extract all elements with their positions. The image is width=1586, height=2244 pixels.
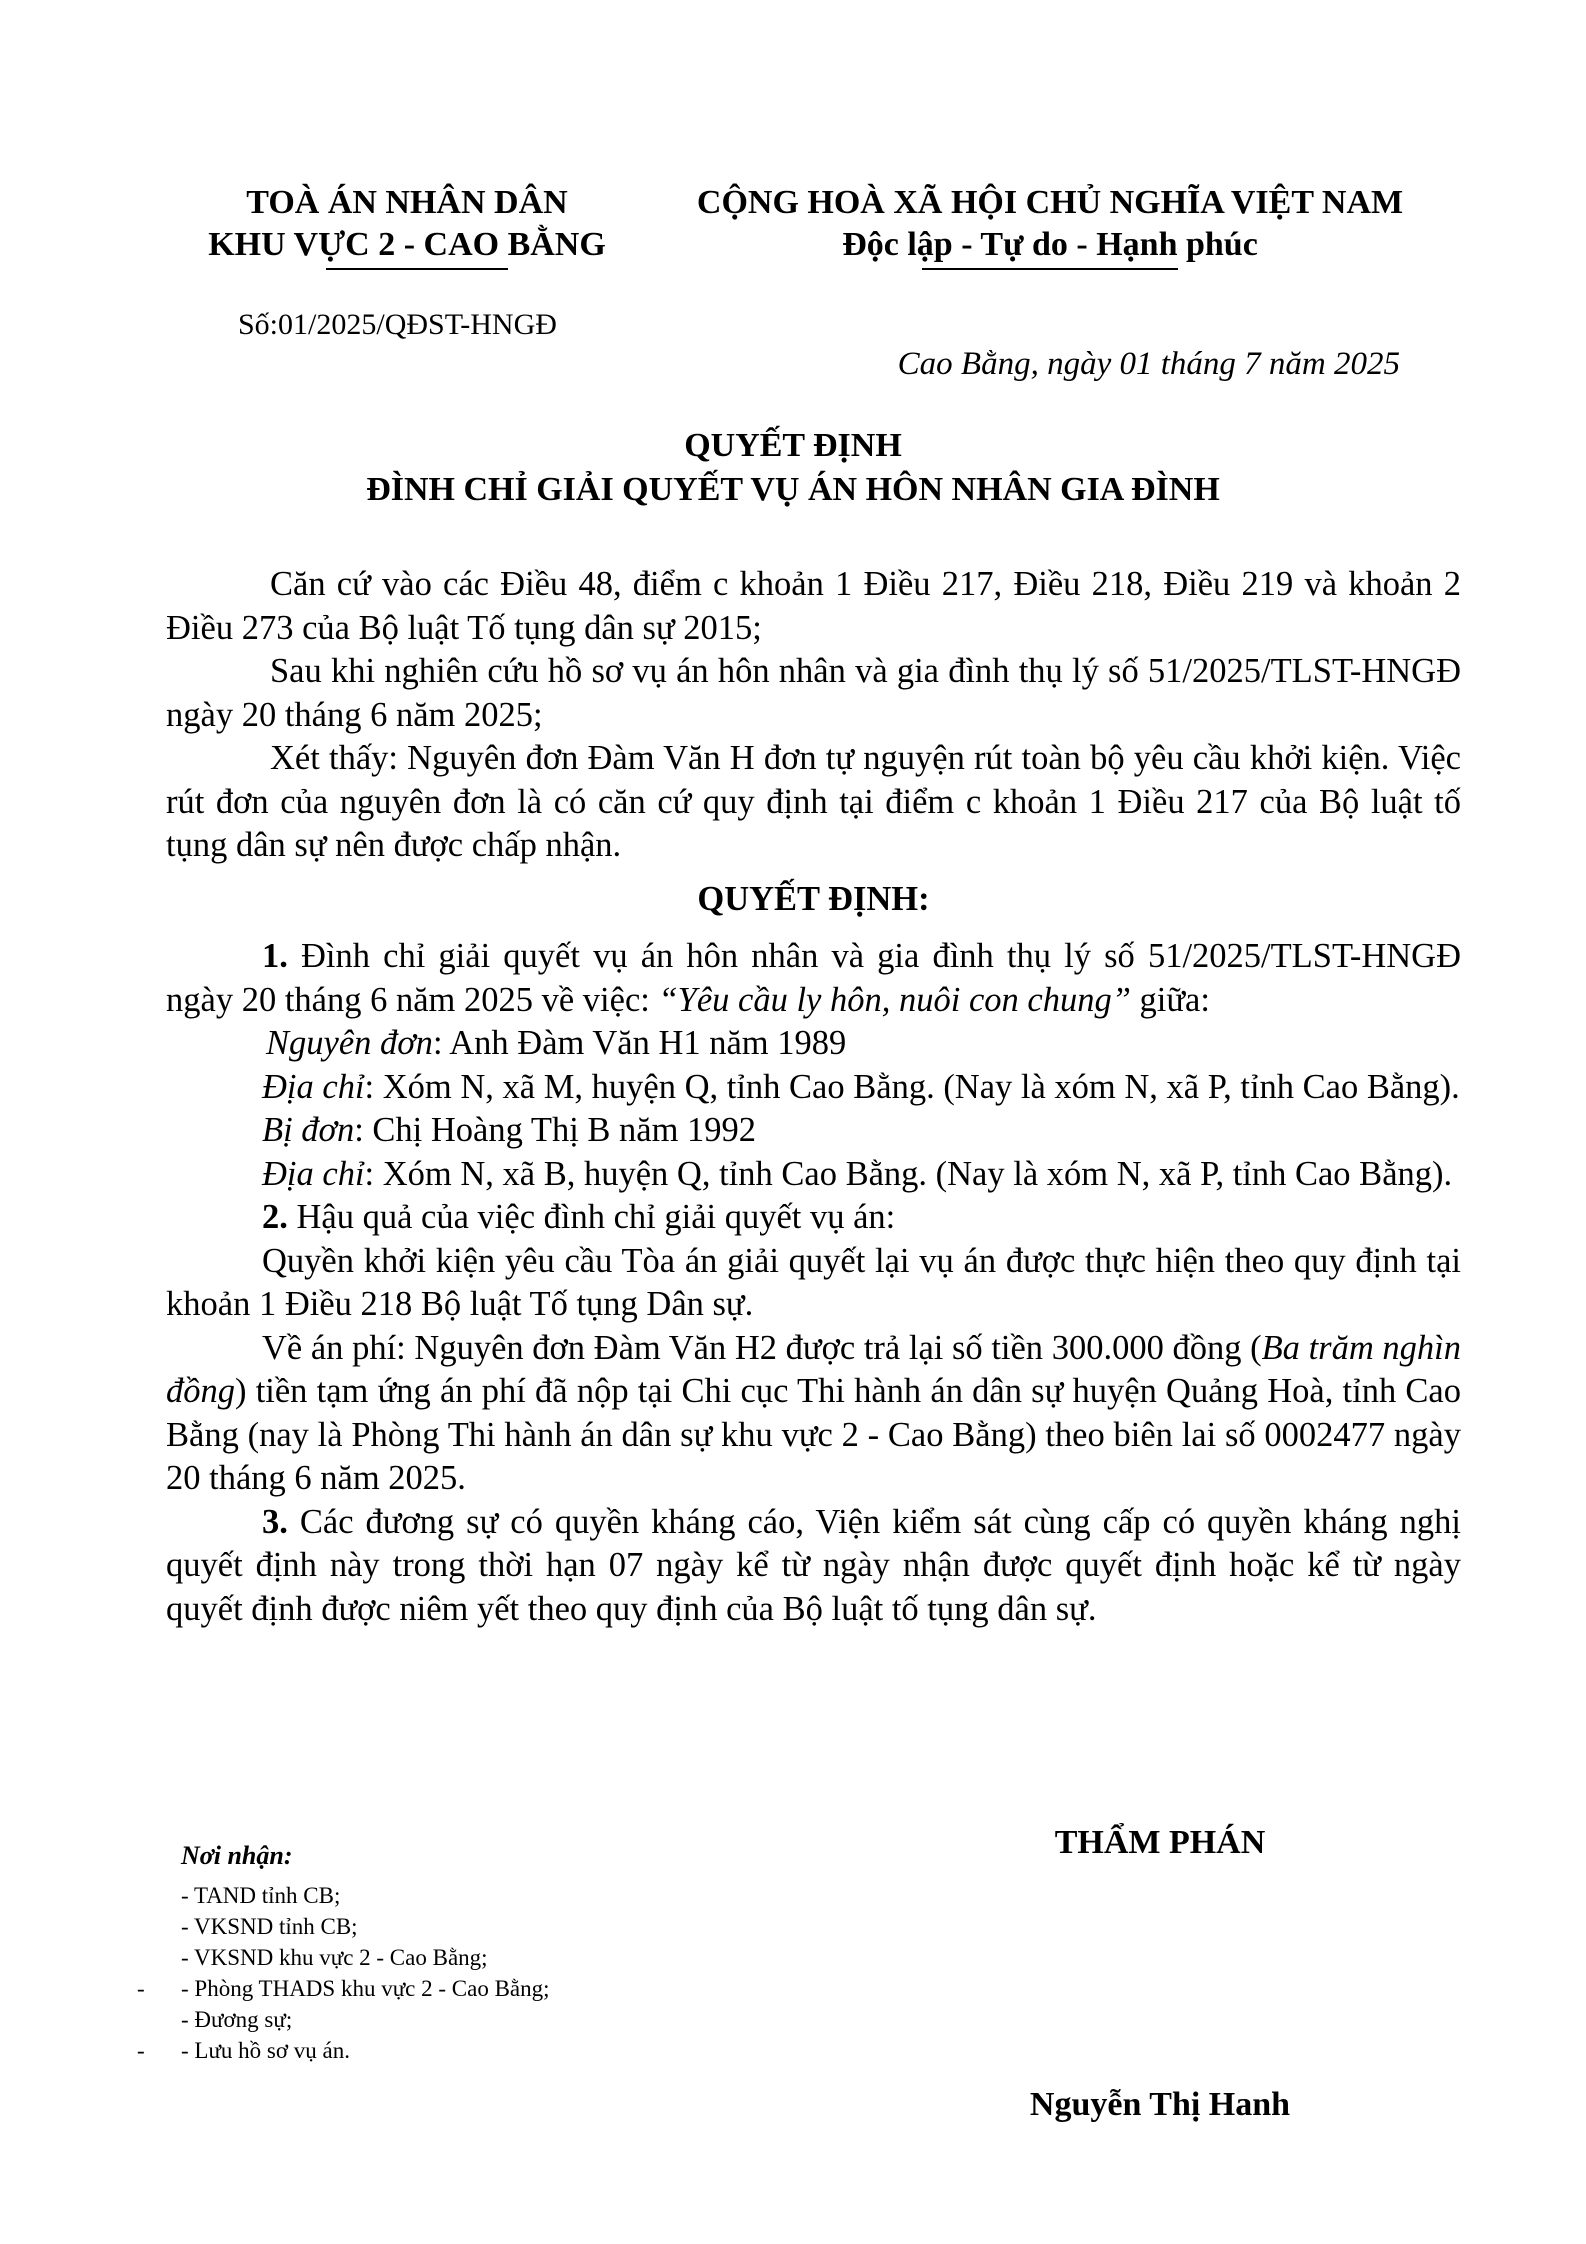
recipient-text: - Phòng THADS khu vực 2 - Cao Bằng; xyxy=(181,1976,550,2001)
nation-motto-line2: Độc lập - Tự do - Hạnh phúc xyxy=(842,226,1258,263)
case-study-paragraph: Sau khi nghiên cứu hồ sơ vụ án hôn nhân và gia đình thụ lý số 51/2025/TLST-HNGĐ ngày 20 tháng 6 năm 2025; xyxy=(166,652,1461,734)
recipient-marker: - xyxy=(137,2038,145,2063)
recipient-marker: - xyxy=(137,1976,145,2001)
item-1-number: 1. xyxy=(262,937,288,975)
defendant-value: : Chị Hoàng Thị B năm 1992 xyxy=(354,1111,757,1149)
document-subtitle: ĐÌNH CHỈ GIẢI QUYẾT VỤ ÁN HÔN NHÂN GIA ĐÌNH xyxy=(366,471,1220,508)
plaintiff-address-value: : Xóm N, xã M, huyện Q, tỉnh Cao Bằng. (Nay là xóm N, xã P, tỉnh Cao Bằng). xyxy=(364,1067,1460,1106)
court-fee-words: Ba trăm nghìn đồng xyxy=(166,1328,1461,1410)
case-subject: “Yêu cầu ly hôn, nuôi con chung” xyxy=(658,980,1131,1019)
defendant-address-label: Địa chỉ xyxy=(262,1154,365,1193)
court-name-line2: KHU VỰC 2 - CAO BẰNG xyxy=(208,226,606,263)
nation-motto-line1: CỘNG HOÀ XÃ HỘI CHỦ NGHĨA VIỆT NAM xyxy=(696,184,1404,221)
place-date: Cao Bằng, ngày 01 tháng 7 năm 2025 xyxy=(897,346,1400,382)
plaintiff-address-label: Địa chỉ xyxy=(262,1067,365,1106)
plaintiff-line xyxy=(166,1022,1461,1066)
decision-item-3 xyxy=(166,1501,1461,1632)
recipient-text: - TAND tỉnh CB; xyxy=(181,1883,341,1908)
document-number: Số:01/2025/QĐST-HNGĐ xyxy=(238,308,557,341)
recipient-text: - Lưu hồ sơ vụ án. xyxy=(181,2038,350,2063)
decision-item-2 xyxy=(166,1196,1461,1240)
recipient-text: - Đương sự; xyxy=(181,2007,293,2032)
court-fee-paragraph xyxy=(166,1327,1461,1501)
document-body xyxy=(166,563,1461,1631)
court-name-line1: TOÀ ÁN NHÂN DÂN xyxy=(246,184,568,221)
recipients-heading: Nơi nhận: xyxy=(181,1841,293,1870)
recipient-text: - VKSND khu vực 2 - Cao Bằng; xyxy=(181,1945,488,1970)
item-2-text: Hậu quả của việc đình chỉ giải quyết vụ án: xyxy=(287,1198,896,1236)
defendant-line xyxy=(166,1109,1461,1153)
recipient-text: - VKSND tỉnh CB; xyxy=(181,1914,358,1939)
item-2-number: 2. xyxy=(262,1198,288,1236)
court-fee-text-b: ) tiền tạm ứng án phí đã nộp tại Chi cục Thi hành án dân sự huyện Quảng Hoà, tỉnh Cao Bằng (nay là Phòng Thi hành án dân sự khu vực 2 - Cao Bằng) theo biên lai số 0002477 ngày 20 tháng 6 năm 2025. xyxy=(166,1372,1461,1497)
defendant-address xyxy=(166,1153,1461,1197)
plaintiff-label: Nguyên đơn xyxy=(266,1024,433,1062)
nation-underline xyxy=(922,268,1178,270)
consideration-paragraph: Xét thấy: Nguyên đơn Đàm Văn H đơn tự nguyện rút toàn bộ yêu cầu khởi kiện. Việc rút đơn của nguyên đơn là có căn cứ quy định tại điểm c khoản 1 Điều 217 của Bộ luật tố tụng dân sự nên được chấp nhận. xyxy=(166,739,1461,864)
signer-title: THẨM PHÁN xyxy=(1054,1824,1266,1861)
document-title: QUYẾT ĐỊNH xyxy=(684,427,902,464)
defendant-address-value: : Xóm N, xã B, huyện Q, tỉnh Cao Bằng. (Nay là xóm N, xã P, tỉnh Cao Bằng). xyxy=(364,1154,1453,1193)
item-1-between: giữa: xyxy=(1130,980,1210,1019)
plaintiff-address xyxy=(166,1066,1461,1110)
decision-item-1 xyxy=(166,935,1461,1022)
court-fee-text-a: Về án phí: Nguyên đơn Đàm Văn H2 được trả lại số tiền 300.000 đồng ( xyxy=(262,1328,1262,1367)
item-3-text: Các đương sự có quyền kháng cáo, Viện kiểm sát cùng cấp có quyền kháng nghị quyết định này trong thời hạn 07 ngày kể từ ngày nhận được quyết định hoặc kể từ ngày quyết định được niêm yết theo quy định của Bộ luật tố tụng dân sự. xyxy=(166,1502,1461,1628)
decision-heading: QUYẾT ĐỊNH: xyxy=(697,879,930,918)
court-underline xyxy=(326,268,508,270)
item-3-number: 3. xyxy=(262,1502,288,1541)
signer-name: Nguyễn Thị Hanh xyxy=(1029,2086,1291,2123)
item-1-text: Đình chỉ giải quyết vụ án hôn nhân và gia đình thụ lý số 51/2025/TLST-HNGĐ ngày 20 tháng 6 năm 2025 về việc: xyxy=(166,937,1461,1019)
plaintiff-value: : Anh Đàm Văn H1 năm 1989 xyxy=(432,1024,847,1062)
defendant-label: Bị đơn xyxy=(262,1111,355,1149)
refiling-right-paragraph: Quyền khởi kiện yêu cầu Tòa án giải quyết lại vụ án được thực hiện theo quy định tại khoản 1 Điều 218 Bộ luật Tố tụng Dân sự. xyxy=(166,1241,1461,1323)
legal-basis-paragraph: Căn cứ vào các Điều 48, điểm c khoản 1 Điều 217, Điều 218, Điều 219 và khoản 2 Điều 273 của Bộ luật Tố tụng dân sự 2015; xyxy=(166,565,1461,647)
